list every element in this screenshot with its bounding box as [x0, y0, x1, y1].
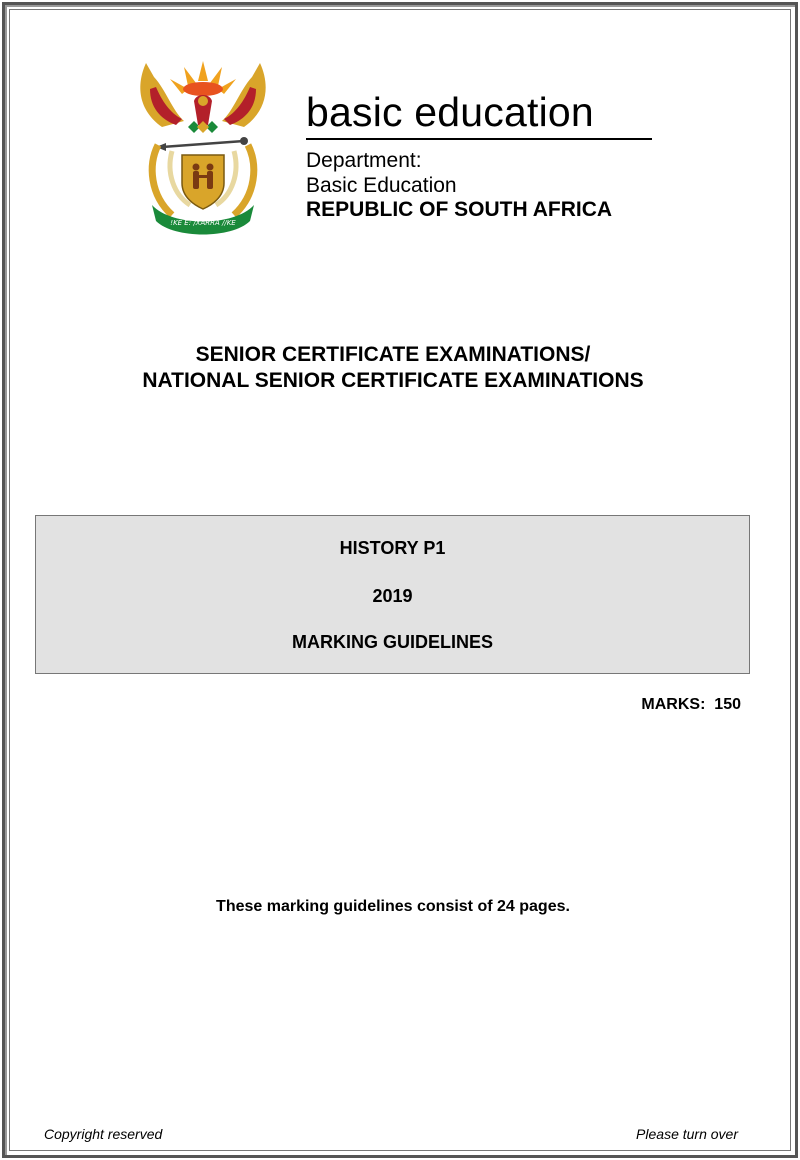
exam-title-line-2: NATIONAL SENIOR CERTIFICATE EXAMINATIONS — [142, 369, 644, 392]
brand-name: basic education — [306, 89, 594, 135]
exam-title-line-1: SENIOR CERTIFICATE EXAMINATIONS/ — [195, 343, 591, 366]
department-name: Basic Education — [306, 174, 457, 197]
paper-subject: HISTORY P1 — [339, 538, 446, 558]
department-branding — [306, 88, 656, 222]
svg-text:!KE E: /XARRA //KE: !KE E: /XARRA //KE — [170, 219, 236, 227]
footer-turn-over: Please turn over — [636, 1126, 738, 1142]
exam-title — [0, 342, 786, 394]
footer-copyright: Copyright reserved — [44, 1126, 163, 1142]
total-marks: MARKS: 150 — [641, 696, 741, 713]
paper-info-box — [35, 515, 750, 674]
page-count-note: These marking guidelines consist of 24 pages. — [216, 898, 570, 915]
country-name: REPUBLIC OF SOUTH AFRICA — [306, 198, 613, 221]
department-label: Department: — [306, 149, 422, 172]
paper-year: 2019 — [372, 586, 413, 606]
brand-divider — [306, 138, 652, 140]
paper-document-type: MARKING GUIDELINES — [291, 632, 493, 652]
coat-of-arms-icon — [132, 55, 274, 235]
